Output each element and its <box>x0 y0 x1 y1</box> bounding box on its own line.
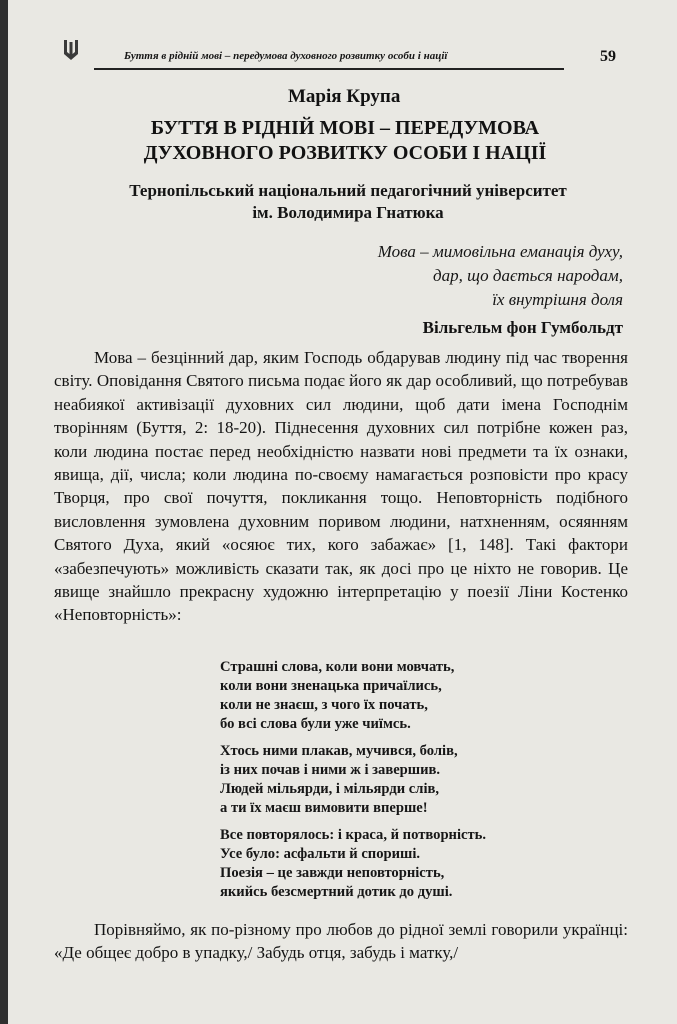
poem-line: Людей мільярди, і мільярди слів, <box>220 781 440 797</box>
epigraph-line-1: Мова – мимовільна еманація духу, <box>377 242 623 261</box>
poem-stanza-3 <box>220 826 640 902</box>
epigraph-line-2: дар, що дається народам, <box>432 266 623 285</box>
poem-line: із них почав і ними ж і завершив. <box>220 762 441 778</box>
running-title: Буття в рідній мові – передумова духовного розвитку особи і нації <box>124 50 448 62</box>
poem-stanza-2 <box>220 742 640 818</box>
body-paragraph-1: Мова – безцінний дар, яким Господь обдарував людину під час творення світу. Оповідання Святого письма подає його як дар особливий, що потребував неабиякої активізації духовних сил людини, щоб дати імена Господнім творінням (Буття, 2: 18-20). Піднесення духовних сил потрібне кожен раз, коли людина постає перед необхідністю назвати нові предмети та їх ознаки, явища, дії, числа; коли людина по-своєму намагається розповісти про красу Творця, про свої почуття, покликання тощо. Неповторність подібного висловлення зумовлена духовним поривом людини, натхненням, осяянням Святого Духа, який «осяює тих, кого забажає» [1, 148]. Такі фактори «забезпечують» можливість сказати так, як досі про це ніхто не говорив. Це явище знайшло прекрасну художню інтерпретацію у поезії Ліни Костенко «Неповторність»: <box>54 348 628 625</box>
poem-line: Хтось ними плакав, мучився, болів, <box>220 743 458 759</box>
poem-line: Усе було: асфальти й спориші. <box>220 846 421 862</box>
epigraph-author: Вільгельм фон Гумбольдт <box>422 318 623 337</box>
poem <box>220 658 640 910</box>
poem-line: а ти їх маєш вимовити вперше! <box>220 800 428 816</box>
epigraph-line-3: їх внутрішня доля <box>492 290 623 309</box>
poem-line: Поезія – це завжди неповторність, <box>220 865 445 881</box>
article-author: Марія Крупа <box>288 86 401 107</box>
trident-emblem-icon <box>62 38 80 62</box>
page-number: 59 <box>600 48 616 65</box>
poem-line: Страшні слова, коли вони мовчать, <box>220 659 455 675</box>
body-paragraph-2: Порівняймо, як по-різному про любов до рідної землі говорили українці: «Де общеє добро в упадку,/ Забудь отця, забудь і матку,/ <box>54 920 628 963</box>
epigraph <box>263 240 623 312</box>
affiliation-line-1: Тернопільський національний педагогічний університет <box>129 181 567 200</box>
poem-line: якийсь безсмертний дотик до душі. <box>220 884 453 900</box>
header-rule <box>94 68 564 70</box>
poem-line: коли не знаєш, з чого їх почать, <box>220 697 428 713</box>
affiliation <box>88 180 608 224</box>
poem-line: бо всі слова були уже чиїмсь. <box>220 716 411 732</box>
running-header <box>94 46 614 76</box>
poem-line: Все повторялось: і краса, й потворність. <box>220 827 487 843</box>
poem-line: коли вони зненацька причаїлись, <box>220 678 442 694</box>
article-title: БУТТЯ В РІДНІЙ МОВІ – ПЕРЕДУМОВА ДУХОВНОГО РОЗВИТКУ ОСОБИ І НАЦІЇ <box>143 117 547 164</box>
book-page <box>8 0 677 1024</box>
affiliation-line-2: ім. Володимира Гнатюка <box>252 203 444 222</box>
poem-stanza-1 <box>220 658 640 734</box>
